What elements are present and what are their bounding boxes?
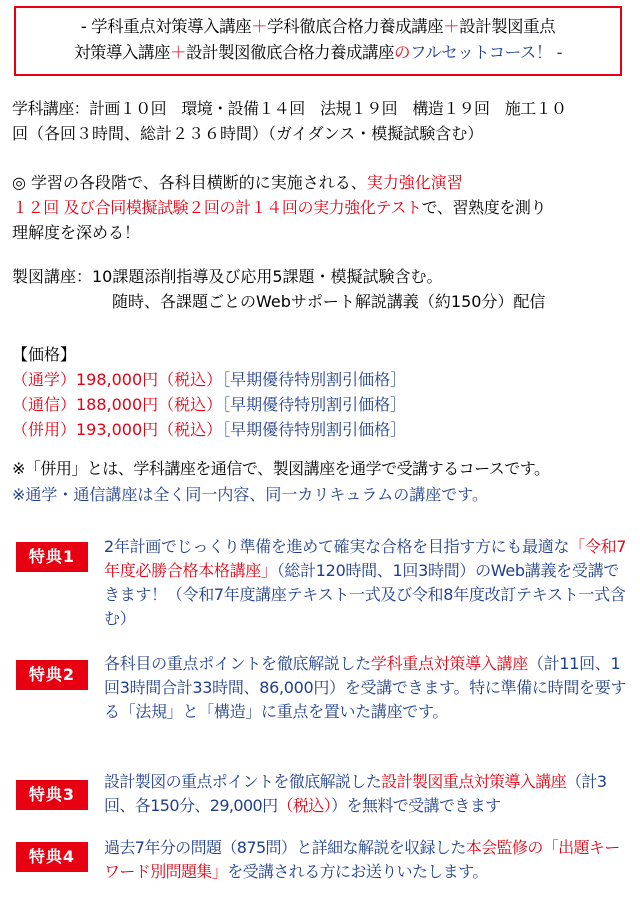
plus-sign: ＋	[443, 17, 460, 36]
title-text: 対策導入講座	[73, 43, 170, 62]
title-course-name: フルセットコース！ -	[409, 43, 563, 62]
tokuten-body: 設計製図の重点ポイントを徹底解説した	[104, 772, 382, 791]
price-row	[12, 417, 632, 442]
price-label: （併用）193,000円（税込）	[12, 420, 223, 439]
tokuten-body: （計3回、各150分、29,000円	[104, 772, 607, 815]
tokuten-body: （計11回、1回3時間合計33時間、86,000円）を受講できます。特に準備に時間を要する「法規」と「構造」に重点を置いた講座です。	[104, 654, 627, 721]
title-line-2	[24, 40, 612, 66]
price-note: ［早期優待特別割引価格］	[222, 420, 407, 439]
note-line: ※「併用」とは、学科講座を通信で、製図講座を通学で受講するコースです。	[12, 459, 550, 478]
tokuten-body: 各科目の重点ポイントを徹底解説した	[104, 654, 371, 673]
title-particle: の	[393, 43, 410, 62]
price-note: ［早期優待特別割引価格］	[222, 370, 407, 389]
jitsuryoku-text: で、習熟度を測り	[421, 198, 547, 217]
plus-sign: ＋	[251, 17, 268, 36]
title-text: 設計製図徹底合格力養成講座	[185, 43, 394, 62]
course-title-box	[14, 6, 622, 76]
seizu-line: 随時、各課題ごとのWebサポート解説講義（約150分）配信	[112, 292, 546, 311]
seizu-line: 製図講座：10課題添削指導及び応用5課題・模擬試験含む。	[12, 267, 443, 286]
tokuten-badge: 特典4	[16, 842, 88, 872]
tokuten-highlight: 本会監修の「出題キーワード別問題集」	[104, 838, 620, 881]
tokuten-text	[104, 770, 634, 818]
price-row	[12, 367, 632, 392]
title-text: 学科徹底合格力養成講座	[267, 17, 444, 36]
tokuten-body: 過去7年分の問題（875問）と詳細な解説を収録した	[104, 838, 466, 857]
jitsuryoku-section	[12, 170, 632, 245]
tokuten-text	[104, 652, 634, 724]
title-text: - 学科重点対策導入講座	[80, 17, 252, 36]
tokuten-highlight: 設計製図重点対策導入講座	[381, 772, 567, 791]
tokuten-highlight: （税込）	[277, 796, 332, 815]
jitsuryoku-text: ◎ 学習の各段階で、各科目横断的に実施される、	[12, 173, 367, 192]
tokuten-body: 2年計画でじっくり準備を進めて確実な合格を目指す方にも最適な	[104, 537, 570, 556]
tokuten-body: を受講される方にお送りいたします。	[227, 862, 488, 881]
title-line-1	[24, 14, 612, 40]
tokuten-text	[104, 836, 634, 884]
tokuten-body: ）を無料で受講できます	[331, 796, 501, 815]
jitsuryoku-text: 理解度を深める！	[12, 223, 141, 242]
tokuten-highlight: 「令和7年度必勝合格本格講座」	[104, 537, 627, 580]
price-heading: 【価格】	[12, 345, 77, 364]
notes-section	[12, 456, 632, 508]
tokuten-badge: 特典1	[16, 542, 88, 572]
price-note: ［早期優待特別割引価格］	[222, 395, 407, 414]
tokuten-highlight: 学科重点対策導入講座	[370, 654, 528, 673]
jitsuryoku-line	[12, 195, 632, 220]
plus-sign: ＋	[169, 43, 186, 62]
tokuten-body: （総計120時間、1回3時間）のWeb講義を受講できます！（令和7年度講座テキスト一式及び令和8年度改訂テキスト一式含む）	[104, 561, 626, 628]
gakka-line: 回（各回３時間、総計２３６時間）（ガイダンス・模擬試験含む）	[12, 124, 484, 143]
seizu-section	[12, 264, 632, 314]
title-text: 設計製図重点	[459, 17, 556, 36]
jitsuryoku-line	[12, 170, 632, 195]
jitsuryoku-highlight: １２回 及び合同模擬試験２回の計１４回の実力強化テスト	[12, 198, 422, 217]
gakka-section	[12, 96, 632, 146]
price-label: （通信）188,000円（税込）	[12, 395, 223, 414]
price-label: （通学）198,000円（税込）	[12, 370, 223, 389]
gakka-line: 学科講座：計画１０回 環境・設備１４回 法規１９回 構造１９回 施工１０	[12, 99, 567, 118]
tokuten-text	[104, 535, 634, 631]
price-section	[12, 342, 632, 442]
price-row	[12, 392, 632, 417]
jitsuryoku-highlight: 実力強化演習	[366, 173, 463, 192]
tokuten-badge: 特典2	[16, 660, 88, 690]
tokuten-badge: 特典3	[16, 780, 88, 810]
note-line: ※通学・通信講座は全く同一内容、同一カリキュラムの講座です。	[12, 485, 488, 504]
